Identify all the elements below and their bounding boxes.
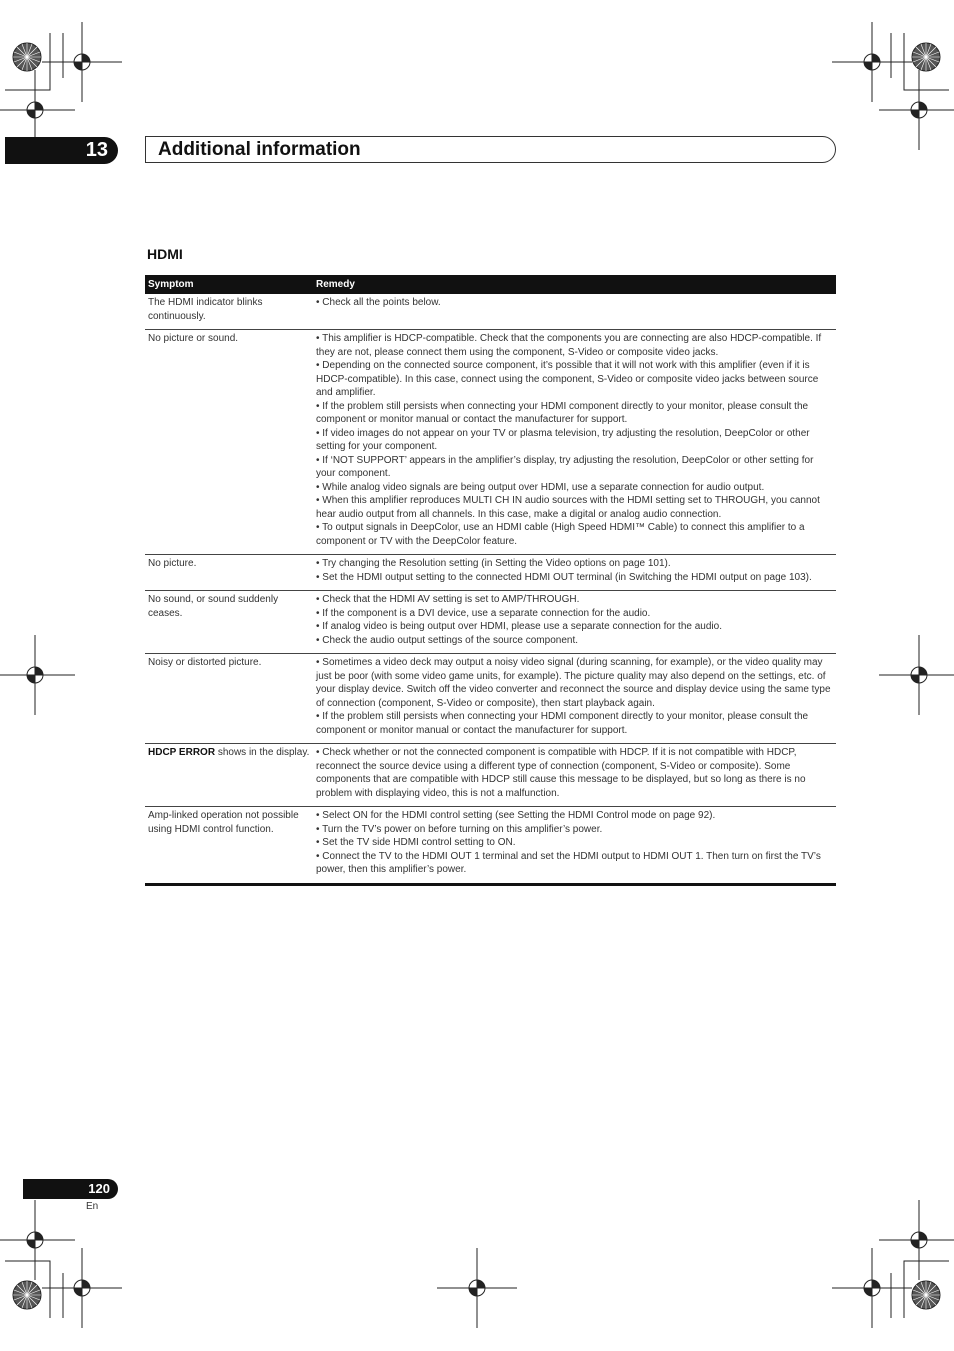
remedy-item: • If ‘NOT SUPPORT’ appears in the amplifier’s display, try adjusting the resolution, DeepColor or other setting for your component.	[316, 454, 814, 479]
remedy-item: • Try changing the Resolution setting (in Setting the Video options on page 101).	[316, 558, 671, 569]
remedy-item: • If video images do not appear on your TV or plasma television, try adjusting the resolution, DeepColor or other setting for your component.	[316, 427, 810, 452]
remedy-item: • Turn the TV’s power on before turning on this amplifier’s power.	[316, 823, 603, 835]
table-row	[145, 330, 836, 555]
remedy-item: • If the component is a DVI device, use a separate connection for the audio.	[316, 607, 651, 619]
chapter-number: 13	[85, 139, 108, 161]
remedy-cell	[313, 807, 836, 885]
remedy-item: • While analog video signals are being output over HDMI, use a separate connection for audio output.	[316, 481, 765, 493]
remedy-item: • If the problem still persists when connecting your HDMI component directly to your monitor, please consult the component or monitor manual or contact the manufacturer for support.	[316, 711, 809, 736]
remedy-item: • Depending on the connected source component, it’s possible that it will not work with this amplifier (even if it is HDCP-compatible). In this case, connect using the component, S-Video or composite video jacks between source and amplifier.	[316, 360, 819, 398]
table-row	[145, 591, 836, 654]
remedy-cell	[313, 654, 836, 744]
remedy-item: • If the problem still persists when connecting your HDMI component directly to your monitor, please consult the component or monitor manual or contact the manufacturer for support.	[316, 400, 809, 425]
troubleshooting-table	[145, 275, 836, 886]
symptom-cell	[145, 807, 313, 885]
symptom-keyword: HDCP ERROR	[148, 747, 216, 758]
table-row	[145, 744, 836, 807]
remedy-item: • Check that the HDMI AV setting is set to AMP/THROUGH.	[316, 594, 580, 605]
symptom-text: Amp-linked operation not possible using HDMI control function.	[148, 810, 299, 835]
column-header-symptom: Symptom	[145, 275, 313, 294]
symptom-cell	[145, 555, 313, 591]
symptom-text: No picture.	[148, 558, 197, 569]
symptom-text: Noisy or distorted picture.	[148, 657, 262, 668]
symptom-cell	[145, 744, 313, 807]
table-header-row	[145, 275, 836, 294]
remedy-item: • Check the audio output settings of the source component.	[316, 634, 578, 646]
remedy-item: • Connect the TV to the HDMI OUT 1 terminal and set the HDMI output to HDMI OUT 1. Then turn on first the TV’s power, then this amplifier’s power.	[316, 850, 821, 875]
remedy-item: • Set the TV side HDMI control setting to ON.	[316, 837, 516, 848]
symptom-text: No picture or sound.	[148, 333, 239, 344]
symptom-cell	[145, 330, 313, 555]
remedy-cell	[313, 294, 836, 330]
symptom-text: No sound, or sound suddenly ceases.	[148, 594, 279, 619]
remedy-item: • Check all the points below.	[316, 297, 441, 308]
remedy-item: • To output signals in DeepColor, use an HDMI cable (High Speed HDMI™ Cable) to connect this amplifier to a component or TV with the DeepColor feature.	[316, 522, 805, 547]
symptom-text: The HDMI indicator blinks continuously.	[148, 297, 263, 322]
column-header-remedy: Remedy	[313, 275, 836, 294]
section-heading: HDMI	[147, 246, 183, 262]
remedy-item: • Sometimes a video deck may output a noisy video signal (during scanning, for example), or the video quality may just be poor (with some video game units, for example). The picture quality may also depend on the settings, etc. of your display device. Switch off the video converter and reconnect the source and display device using the same type of connection (component, S-Video or composite), then start playback again.	[316, 657, 831, 709]
table-row	[145, 555, 836, 591]
remedy-item: • Check whether or not the connected component is compatible with HDCP. If it is not compatible with HDCP, reconnect the source device using a different type of connection (component, S-Video or composite). Some components that are compatible with HDCP still cause this message to be displayed, but so long as there is no problem with displaying video, this is not a malfunction.	[316, 747, 806, 799]
remedy-cell	[313, 330, 836, 555]
table-row	[145, 294, 836, 330]
table-row	[145, 807, 836, 885]
chapter-title-bar	[145, 136, 836, 163]
remedy-item: • Select ON for the HDMI control setting (see Setting the HDMI Control mode on page 92).	[316, 810, 716, 821]
table-body	[145, 294, 836, 884]
page-number: 120	[88, 1181, 110, 1196]
remedy-item: • This amplifier is HDCP-compatible. Check that the components you are connecting are also HDCP-compatible. If they are not, please connect them using the component, S-Video or composite video jacks.	[316, 333, 822, 358]
symptom-cell	[145, 591, 313, 654]
remedy-item: • If analog video is being output over HDMI, please use a separate connection for the audio.	[316, 621, 722, 632]
symptom-cell	[145, 654, 313, 744]
remedy-item: • When this amplifier reproduces MULTI CH IN audio sources with the HDMI setting set to THROUGH, you cannot hear audio output from all channels. In this case, make a digital or analog audio connection.	[316, 495, 820, 520]
symptom-text: shows in the display.	[215, 747, 310, 758]
remedy-item: • Set the HDMI output setting to the connected HDMI OUT terminal (in Switching the HDMI output on page 103).	[316, 571, 812, 583]
remedy-cell	[313, 744, 836, 807]
chapter-number-badge	[5, 137, 118, 164]
remedy-cell	[313, 555, 836, 591]
page-number-badge	[23, 1179, 118, 1199]
language-label: En	[86, 1201, 99, 1212]
chapter-title: Additional information	[158, 139, 361, 160]
symptom-cell	[145, 294, 313, 330]
remedy-cell	[313, 591, 836, 654]
table-row	[145, 654, 836, 744]
